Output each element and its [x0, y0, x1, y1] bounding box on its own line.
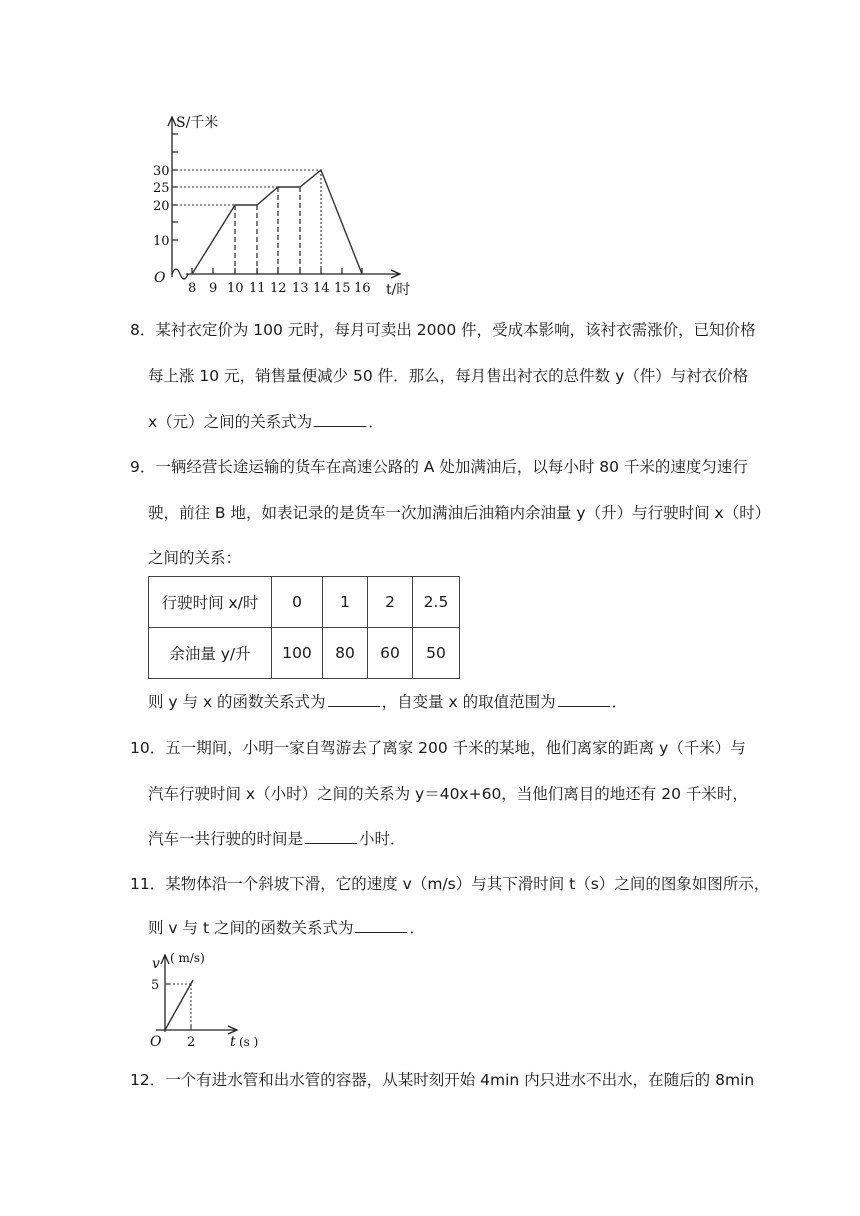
- distance-line: [192, 170, 362, 274]
- answer-blank[interactable]: [558, 692, 610, 707]
- y-axis-label: S/千米: [176, 115, 219, 131]
- fuel-table: [148, 576, 460, 679]
- x-axis-label: t: [230, 1034, 236, 1050]
- question-10-line-2: 汽车行驶时间 x（小时）之间的关系为 y＝40x+60，当他们离目的地还有 20 千米时，: [148, 785, 748, 803]
- y-tick-20: 20: [153, 199, 170, 214]
- table-row-header: 余油量 y/升: [149, 628, 272, 679]
- x-tick-9: 9: [209, 281, 218, 296]
- table-cell: 2.5: [413, 577, 460, 628]
- origin-label: O: [154, 270, 166, 286]
- question-12: [130, 1068, 754, 1092]
- question-8-line-1: 某衬衣定价为 100 元时，每月可卖出 2000 件，受成本影响，该衬衣需涨价，已知价格: [155, 321, 756, 339]
- question-9-line-1: 一辆经营长途运输的货车在高速公路的 A 处加满油后，以每小时 80 千米的速度匀速行: [155, 458, 748, 476]
- question-9-line-3: 之间的关系：: [148, 549, 242, 567]
- question-9-line-2: 驶，前往 B 地，如表记录的是货车一次加满油后油箱内余油量 y（升）与行驶时间 x（时）: [148, 504, 771, 522]
- question-11-line-2: 则 v 与 t 之间的函数关系式为 ．: [148, 919, 425, 937]
- question-8-line-3: x（元）之间的关系式为 ．: [148, 413, 384, 431]
- y-tick-30: 30: [153, 164, 170, 179]
- question-9: [130, 455, 748, 479]
- y-axis-label: v: [152, 956, 160, 972]
- y-tick-5: 5: [151, 978, 160, 993]
- x-axis-label: t/时: [386, 282, 411, 298]
- question-11: [130, 872, 769, 896]
- question-number: 8．: [130, 321, 156, 339]
- table-cell: 80: [323, 628, 368, 679]
- question-number: 12．: [130, 1071, 166, 1089]
- y-tick-25: 25: [153, 181, 170, 196]
- answer-blank[interactable]: [314, 412, 366, 427]
- question-8-line-2: 每上涨 10 元，销售量便减少 50 件．那么，每月售出衬衣的总件数 y（件）与衬衣价格: [148, 367, 749, 385]
- question-number: 9．: [130, 458, 156, 476]
- question-9-line-4: 则 y 与 x 的函数关系式为 ，自变量 x 的取值范围为 ．: [148, 693, 628, 711]
- x-tick-8: 8: [188, 281, 197, 296]
- table-cell: 100: [272, 628, 323, 679]
- velocity-time-graph: [146, 948, 276, 1052]
- x-unit-label: (s ): [239, 1035, 259, 1049]
- question-10-line-1: 五一期间，小明一家自驾游去了离家 200 千米的某地，他们离家的距离 y（千米）与: [165, 739, 746, 757]
- answer-blank[interactable]: [355, 918, 407, 933]
- answer-blank[interactable]: [328, 692, 380, 707]
- question-12-line-1: 一个有进水管和出水管的容器，从某时刻开始 4min 内只进水不出水，在随后的 8min: [165, 1071, 755, 1089]
- origin-label: O: [150, 1034, 162, 1050]
- x-tick-11: 11: [249, 281, 266, 296]
- table-cell: 0: [272, 577, 323, 628]
- table-cell: 1: [323, 577, 368, 628]
- x-tick-16: 16: [354, 281, 371, 296]
- y-tick-10: 10: [153, 234, 170, 249]
- y-unit-label: ( m/s): [170, 951, 205, 965]
- table-cell: 60: [368, 628, 413, 679]
- x-tick-13: 13: [292, 281, 309, 296]
- table-cell: 2: [368, 577, 413, 628]
- x-tick-15: 15: [334, 281, 351, 296]
- table-row-header: 行驶时间 x/时: [149, 577, 272, 628]
- table-row: [149, 577, 460, 628]
- table-cell: 50: [413, 628, 460, 679]
- question-10-line-3: 汽车一共行驶的时间是 小时．: [148, 830, 406, 848]
- table-row: [149, 628, 460, 679]
- axis-break-squiggle: [172, 269, 188, 279]
- velocity-line: [165, 980, 193, 1030]
- question-8: [130, 318, 756, 342]
- question-10: [130, 736, 746, 760]
- question-number: 10．: [130, 739, 166, 757]
- answer-blank[interactable]: [305, 829, 357, 844]
- distance-time-graph: [150, 112, 420, 302]
- question-number: 11．: [130, 875, 166, 893]
- x-tick-2: 2: [187, 1035, 196, 1050]
- x-tick-14: 14: [313, 281, 330, 296]
- x-tick-10: 10: [227, 281, 244, 296]
- question-11-line-1: 某物体沿一个斜坡下滑，它的速度 v（m/s）与其下滑时间 t（s）之间的图象如图所示，: [165, 875, 770, 893]
- x-tick-12: 12: [270, 281, 287, 296]
